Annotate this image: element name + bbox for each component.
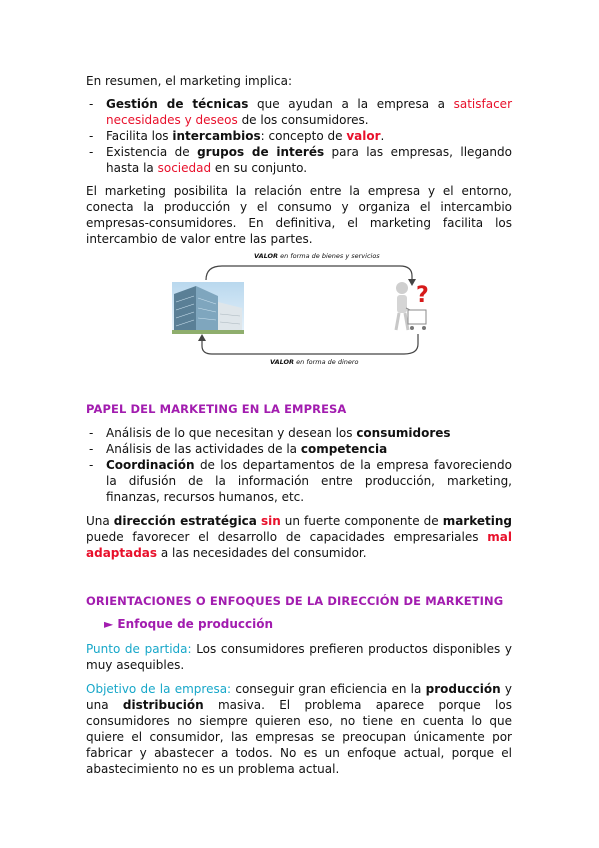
shopper-question-image bbox=[382, 278, 440, 338]
svg-text:?: ? bbox=[416, 283, 429, 308]
intro-text: En resumen, el marketing implica: bbox=[86, 74, 293, 88]
subtitle-enfoque-produccion: ► Enfoque de producción bbox=[104, 617, 273, 631]
list-item: - Facilita los intercambios: concepto de valor. bbox=[86, 128, 512, 144]
implica-list bbox=[86, 96, 512, 176]
list-item: - Coordinación de los departamentos de la empresa favoreciendo la difusión de la información entre producción, marketing, finanzas, recursos humanos, etc. bbox=[86, 457, 512, 505]
papel-list bbox=[86, 425, 512, 505]
list-item: - Gestión de técnicas que ayudan a la empresa a satisfacer necesidades y deseos de los consumidores. bbox=[86, 96, 512, 128]
list-item: - Análisis de lo que necesitan y desean los consumidores bbox=[86, 425, 512, 441]
office-building-image bbox=[172, 282, 244, 334]
bottom-value-label: VALOR en forma de dinero bbox=[270, 358, 359, 366]
list-item: - Existencia de grupos de interés para las empresas, llegando hasta la sociedad en su conjunto. bbox=[86, 144, 512, 176]
paragraph-relacion: El marketing posibilita la relación entre la empresa y el entorno, conecta la producción y el consumo y organiza el intercambio empresas-consumidores. En definitiva, el marketing facilita los intercambio de valor entre las partes. bbox=[86, 184, 512, 246]
section-title-orientaciones: ORIENTACIONES O ENFOQUES DE LA DIRECCIÓN DE MARKETING bbox=[86, 594, 504, 608]
section-title-papel: PAPEL DEL MARKETING EN LA EMPRESA bbox=[86, 402, 347, 416]
top-value-label: VALOR en forma de bienes y servicios bbox=[254, 252, 380, 260]
paragraph-direccion: Una dirección estratégica sin un fuerte componente de marketing puede favorecer el desarrollo de capacidades empresariales mal adaptadas a las necesidades del consumidor. bbox=[86, 514, 512, 560]
paragraph-objetivo: Objetivo de la empresa: conseguir gran eficiencia en la producción y una distribución masiva. El problema aparece porque los consumidores no siempre quieren eso, no tiene en cuenta lo que quiere el consumidor, las empresas se preocupan únicamente por fabricar y abastecer a todos. No es un enfoque actual, porque el abastecimiento no es un problema actual. bbox=[86, 682, 512, 776]
value-exchange-diagram bbox=[172, 252, 440, 370]
paragraph-punto-partida: Punto de partida: Los consumidores prefieren productos disponibles y muy asequibles. bbox=[86, 642, 513, 672]
triangle-bullet-icon: ► bbox=[104, 617, 114, 631]
list-item: - Análisis de las actividades de la competencia bbox=[86, 441, 512, 457]
